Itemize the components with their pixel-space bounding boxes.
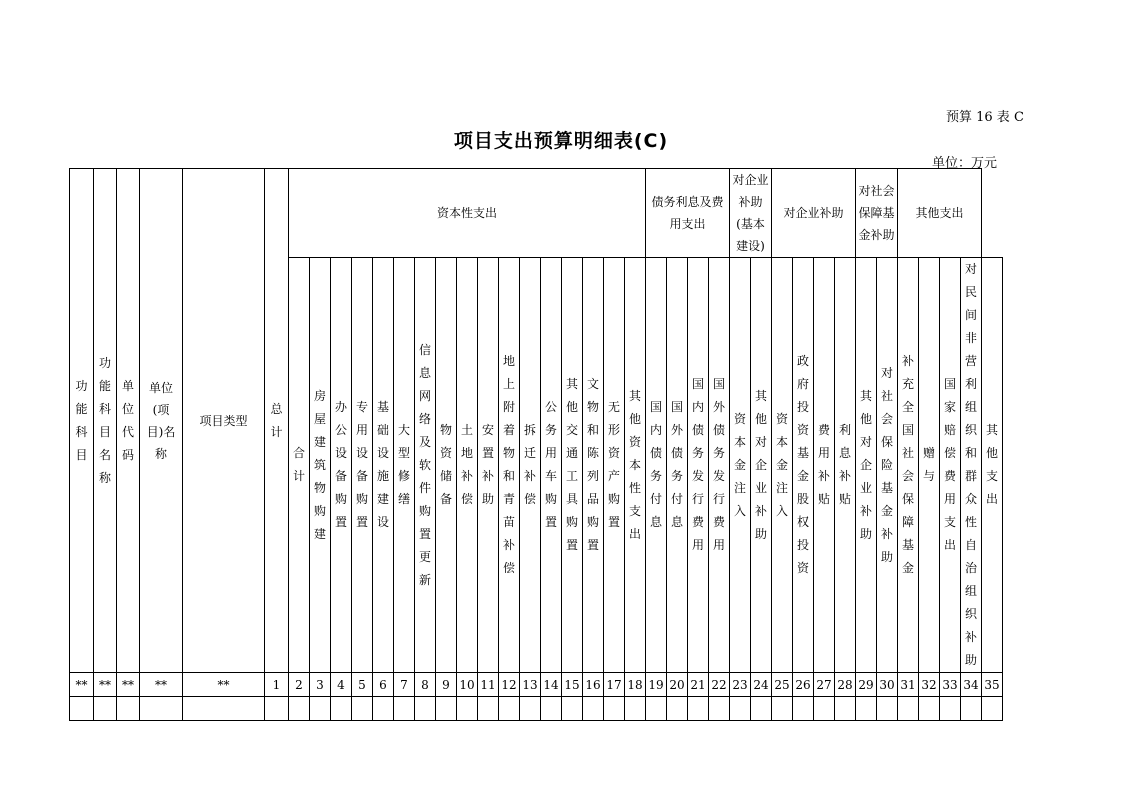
data-cell[interactable]	[541, 697, 562, 721]
sub-header: 地上附着物和青苗补偿	[499, 258, 520, 673]
column-number: 20	[667, 673, 688, 697]
sub-header: 政府投资基金股权投资	[793, 258, 814, 673]
column-number: 15	[562, 673, 583, 697]
empty-data-row	[70, 697, 1003, 721]
column-number: 9	[436, 673, 457, 697]
column-number: 34	[961, 673, 982, 697]
sub-header: 其他支出	[982, 258, 1003, 673]
column-number: 5	[352, 673, 373, 697]
column-number: 7	[394, 673, 415, 697]
sub-header: 安置补助	[478, 258, 499, 673]
data-cell[interactable]	[667, 697, 688, 721]
column-number: 27	[814, 673, 835, 697]
column-number: 23	[730, 673, 751, 697]
sub-header: 其他对企业补助	[751, 258, 772, 673]
column-number: 26	[793, 673, 814, 697]
data-cell[interactable]	[117, 697, 140, 721]
group-header: 对社会保障基金补助	[856, 169, 898, 258]
column-number: 4	[331, 673, 352, 697]
data-cell[interactable]	[352, 697, 373, 721]
column-number: 22	[709, 673, 730, 697]
data-cell[interactable]	[877, 697, 898, 721]
placeholder-cell: **	[183, 673, 265, 697]
form-code: 预算 16 表 C	[946, 110, 1024, 125]
column-number: 30	[877, 673, 898, 697]
column-number: 1	[265, 673, 289, 697]
placeholder-cell: **	[117, 673, 140, 697]
sub-header: 费用补贴	[814, 258, 835, 673]
sub-header: 资本金注入	[772, 258, 793, 673]
sub-header: 国外债务发行费用	[709, 258, 730, 673]
sub-header: 办公设备购置	[331, 258, 352, 673]
placeholder-cell: **	[94, 673, 117, 697]
column-number: 31	[898, 673, 919, 697]
column-number: 17	[604, 673, 625, 697]
data-cell[interactable]	[331, 697, 352, 721]
data-cell[interactable]	[457, 697, 478, 721]
sub-header: 对社会保险基金补助	[877, 258, 898, 673]
header-total: 总计	[265, 169, 289, 673]
column-number: 33	[940, 673, 961, 697]
header-project-type: 项目类型	[183, 169, 265, 673]
data-cell[interactable]	[772, 697, 793, 721]
sub-header: 国内债务付息	[646, 258, 667, 673]
column-number: 16	[583, 673, 604, 697]
column-number: 18	[625, 673, 646, 697]
data-cell[interactable]	[940, 697, 961, 721]
column-number: 29	[856, 673, 877, 697]
column-number: 32	[919, 673, 940, 697]
data-cell[interactable]	[625, 697, 646, 721]
column-number: 25	[772, 673, 793, 697]
unit-label: 单位：万元	[932, 156, 998, 171]
data-cell[interactable]	[415, 697, 436, 721]
sub-header: 大型修缮	[394, 258, 415, 673]
column-number: 11	[478, 673, 499, 697]
data-cell[interactable]	[688, 697, 709, 721]
sub-header: 国外债务付息	[667, 258, 688, 673]
column-number: 24	[751, 673, 772, 697]
header-unit-code: 单位代码	[117, 169, 140, 673]
data-cell[interactable]	[289, 697, 310, 721]
sub-header: 赠与	[919, 258, 940, 673]
data-cell[interactable]	[394, 697, 415, 721]
data-cell[interactable]	[919, 697, 940, 721]
header-unit-name: 单位(项目)名称	[140, 169, 183, 673]
data-cell[interactable]	[646, 697, 667, 721]
data-cell[interactable]	[709, 697, 730, 721]
data-cell[interactable]	[856, 697, 877, 721]
data-cell[interactable]	[70, 697, 94, 721]
data-cell[interactable]	[583, 697, 604, 721]
sub-header: 其他对企业补助	[856, 258, 877, 673]
sub-header: 补充全国社会保障基金	[898, 258, 919, 673]
sub-header: 无形资产购置	[604, 258, 625, 673]
data-cell[interactable]	[436, 697, 457, 721]
header-function-code: 功能科目	[70, 169, 94, 673]
data-cell[interactable]	[562, 697, 583, 721]
column-number: 12	[499, 673, 520, 697]
group-header: 其他支出	[898, 169, 982, 258]
sub-header: 其他交通工具购置	[562, 258, 583, 673]
column-number: 14	[541, 673, 562, 697]
data-cell[interactable]	[961, 697, 982, 721]
column-number: 21	[688, 673, 709, 697]
data-cell[interactable]	[835, 697, 856, 721]
data-cell[interactable]	[751, 697, 772, 721]
placeholder-cell: **	[140, 673, 183, 697]
column-number: 3	[310, 673, 331, 697]
sub-header: 国家赔偿费用支出	[940, 258, 961, 673]
column-number: 19	[646, 673, 667, 697]
data-cell[interactable]	[183, 697, 265, 721]
sub-header: 资本金注入	[730, 258, 751, 673]
data-cell[interactable]	[793, 697, 814, 721]
sub-header: 国内债务发行费用	[688, 258, 709, 673]
group-header: 对企业补助	[772, 169, 856, 258]
page-title: 项目支出预算明细表(C)	[453, 130, 669, 152]
data-cell[interactable]	[898, 697, 919, 721]
data-cell[interactable]	[520, 697, 541, 721]
data-cell[interactable]	[499, 697, 520, 721]
data-cell[interactable]	[373, 697, 394, 721]
group-header: 对企业补助(基本建设)	[730, 169, 772, 258]
data-cell[interactable]	[140, 697, 183, 721]
sub-header: 拆迁补偿	[520, 258, 541, 673]
data-cell[interactable]	[265, 697, 289, 721]
column-number: 10	[457, 673, 478, 697]
column-number: 8	[415, 673, 436, 697]
data-cell[interactable]	[730, 697, 751, 721]
sub-header: 房屋建筑物购建	[310, 258, 331, 673]
sub-header: 利息补贴	[835, 258, 856, 673]
data-cell[interactable]	[814, 697, 835, 721]
sub-header: 土地补偿	[457, 258, 478, 673]
column-number: 2	[289, 673, 310, 697]
group-header: 资本性支出	[289, 169, 646, 258]
column-number: 13	[520, 673, 541, 697]
sub-header: 公务用车购置	[541, 258, 562, 673]
data-cell[interactable]	[310, 697, 331, 721]
sub-header: 合计	[289, 258, 310, 673]
sub-header: 专用设备购置	[352, 258, 373, 673]
sub-header: 其他资本性支出	[625, 258, 646, 673]
sub-header: 物资储备	[436, 258, 457, 673]
data-cell[interactable]	[604, 697, 625, 721]
sub-header: 文物和陈列品购置	[583, 258, 604, 673]
sub-header: 对民间非营利组织和群众性自治组织补助	[961, 258, 982, 673]
data-cell[interactable]	[94, 697, 117, 721]
group-header: 债务利息及费用支出	[646, 169, 730, 258]
header-function-name: 功能科目名称	[94, 169, 117, 673]
budget-table	[69, 168, 1003, 721]
column-number-row	[70, 673, 1003, 697]
group-header-row	[70, 169, 1003, 258]
placeholder-cell: **	[70, 673, 94, 697]
sub-header: 信息网络及软件购置更新	[415, 258, 436, 673]
sub-header: 基础设施建设	[373, 258, 394, 673]
data-cell[interactable]	[478, 697, 499, 721]
data-cell[interactable]	[982, 697, 1003, 721]
column-number: 35	[982, 673, 1003, 697]
column-number: 28	[835, 673, 856, 697]
column-number: 6	[373, 673, 394, 697]
